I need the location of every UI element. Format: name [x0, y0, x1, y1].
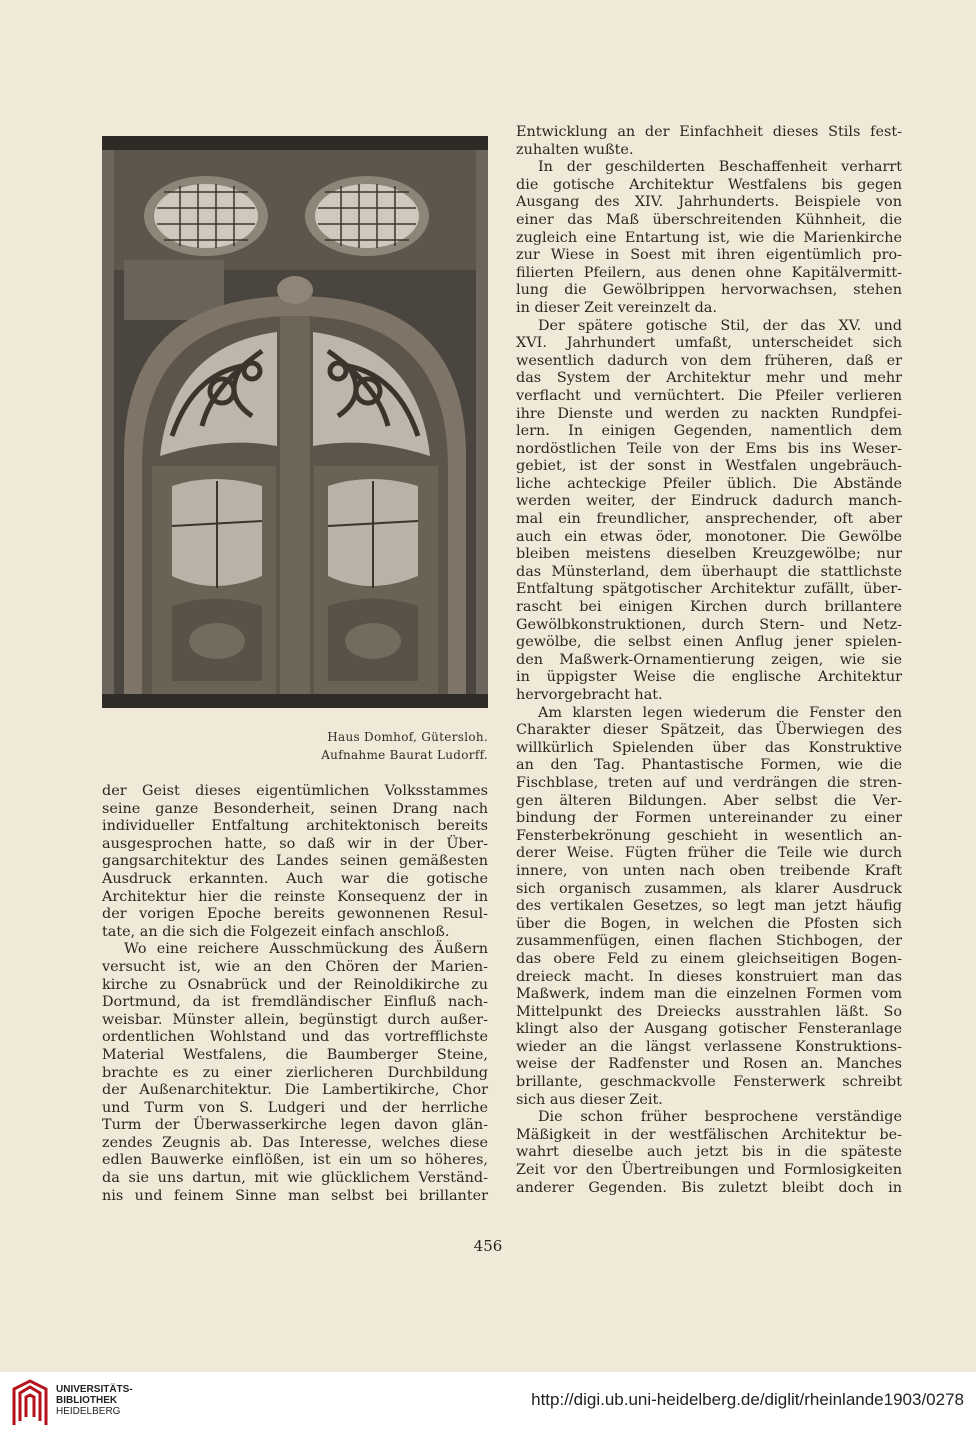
photo-caption-line1: Haus Domhof, Gütersloh. — [327, 730, 488, 744]
ornate-door-image — [102, 136, 488, 708]
text-line: gen älteren Bildungen. Aber selbst die Ver- — [516, 792, 902, 809]
text-line: derer Weise. Fügten früher die Teile wie durch — [516, 845, 902, 862]
text-line: gewölbe, die selbst einen Anflug jener spielen- — [516, 634, 902, 651]
left-text-column — [102, 783, 488, 1205]
text-line: Entwicklung an der Einfachheit dieses Stils fest- — [516, 124, 902, 140]
text-line: Ausgang des XIV. Jahrhunderts. Beispiele von — [516, 194, 902, 211]
text-line: lern. In einigen Gegenden, namentlich dem — [516, 423, 902, 440]
text-line: Charakter dieser Spätzeit, das Überwiegen des — [516, 722, 902, 739]
text-line: In der geschilderten Beschaffenheit verharrt — [538, 159, 902, 176]
text-line: Mittelpunkt des Dreiecks ausstrahlen läßt. So — [516, 1003, 902, 1020]
text-line: den Maßwerk-Ornamentierung zeigen, wie sie — [516, 651, 902, 668]
text-line: kirche zu Osnabrück und der Reinoldikirche zu — [102, 976, 488, 993]
text-line: zugleich eine Entartung ist, wie die Marienkirche — [516, 229, 902, 246]
text-line: ihre Dienste und werden zu nackten Rundpfei- — [516, 405, 902, 422]
text-line: filierten Pfeilern, aus denen ohne Kapitälvermitt- — [516, 264, 902, 281]
text-line: gebiet, ist der sonst in Westfalen ungebräuch- — [516, 458, 902, 475]
text-line: rascht bei einigen Kirchen durch brillantere — [516, 599, 902, 616]
text-line: edlen Bauwerke einflößen, ist ein um so höheres, — [102, 1152, 488, 1169]
text-line: Material Westfalens, die Baumberger Steine, — [102, 1046, 488, 1063]
text-line: das obere Feld zu einem gleichseitigen Bogen- — [516, 950, 902, 967]
text-line: das System der Architektur mehr und mehr — [516, 370, 902, 387]
text-line: nis und feinem Sinne man selbst bei brillanter — [102, 1187, 488, 1204]
text-line: innere, von unten nach oben treibende Kraft — [516, 862, 902, 879]
text-line: bleiben meistens dieselben Kreuzgewölbe; nur — [516, 546, 902, 563]
text-line: Maßwerk, indem man die einzelnen Formen vom — [516, 986, 902, 1003]
door-photograph — [102, 136, 488, 708]
text-line: über die Bogen, in welchen die Pfosten sich — [516, 915, 902, 932]
text-line: Der spätere gotische Stil, der das XV. und — [538, 317, 902, 334]
text-line: dreieck macht. In dieses konstruiert man das — [516, 968, 902, 985]
text-line: Gewölbkonstruktionen, durch Stern- und Netz- — [516, 616, 902, 633]
text-line: mal ein freundlicher, ansprechender, oft aber — [516, 511, 902, 528]
text-line: Ausdruck erkannten. Auch war die gotische — [102, 870, 488, 887]
text-line: nordöstlichen Teile von der Ems bis ins Weser- — [516, 440, 902, 457]
text-line: Turm der Überwasserkirche legen davon glän- — [102, 1117, 488, 1134]
text-line: verflacht und vernüchtert. Die Pfeiler verlieren — [516, 387, 902, 404]
text-line: Fischblase, treten auf und verdrängen die stren- — [516, 774, 902, 791]
text-line: hervorgebracht hat. — [516, 687, 663, 703]
text-line: Die schon früher besprochene verständige — [538, 1109, 902, 1126]
right-text-column — [516, 124, 902, 1197]
text-line: Zeit vor den Übertreibungen und Formlosigkeiten — [516, 1162, 902, 1179]
university-library-logo-icon — [10, 1377, 50, 1429]
text-line: und Turm von S. Ludgeri und der herrliche — [102, 1099, 488, 1116]
text-line: Wo eine reichere Ausschmückung des Äußern — [124, 941, 488, 958]
text-line: seine ganze Besonderheit, seinen Drang nach — [102, 800, 488, 817]
text-line: werden weiter, der Eindruck dadurch manch- — [516, 493, 902, 510]
text-line: das Münsterland, dem überhaupt die stattlichste — [516, 563, 902, 580]
text-line: des vertikalen Gesetzes, so legt man jetzt häufig — [516, 898, 902, 915]
text-line: wieder an die längst verlassene Konstruktions- — [516, 1038, 902, 1055]
text-line: liche achteckige Pfeiler üblich. Die Abstände — [516, 475, 902, 492]
text-line: zusammenfügen, einen flachen Stichbogen, der — [516, 933, 902, 950]
photo-caption-line2: Aufnahme Baurat Ludorff. — [321, 748, 488, 762]
text-line: versucht ist, wie an den Chören der Marien- — [102, 958, 488, 975]
library-logo-text — [56, 1384, 133, 1417]
text-line: sich aus dieser Zeit. — [516, 1091, 663, 1108]
text-line: in dieser Zeit vereinzelt da. — [516, 299, 717, 316]
text-line: zuhalten wußte. — [516, 141, 634, 158]
text-line: klingt also der Ausgang gotischer Fensteranlage — [516, 1021, 902, 1038]
text-line: sich organisch zusammen, als klarer Ausdruck — [516, 880, 902, 897]
text-line: individueller Entfaltung architektonisch bereits — [102, 818, 488, 835]
text-line: wahrt dieselbe auch jetzt bis in die späteste — [516, 1144, 902, 1161]
text-line: wesentlich dadurch von dem früheren, daß er — [516, 352, 902, 369]
text-line: an den Tag. Phantastische Formen, wie die — [516, 757, 902, 774]
text-line: weisbar. Münster allein, begünstigt durch außer- — [102, 1011, 488, 1028]
text-line: gangsarchitektur des Landes seinen gemäßesten — [102, 853, 488, 870]
text-line: ordentlichen Wohlstand und das vortrefflichste — [102, 1029, 488, 1046]
text-line: einer das Maß überschreitenden Kühnheit, die — [516, 211, 902, 228]
text-line: willkürlich Spielenden über das Konstruktive — [516, 739, 902, 756]
text-line: der Außenarchitektur. Die Lambertikirche, Chor — [102, 1082, 488, 1099]
text-line: Fensterbekrönung geschieht in wesentlich an- — [516, 827, 902, 844]
text-line: weise der Radfenster und Rosen an. Manches — [516, 1056, 902, 1073]
text-line: die gotische Architektur Westfalens bis gegen — [516, 176, 902, 193]
text-line: auch ein etwas öder, monotoner. Die Gewölbe — [516, 528, 902, 545]
text-line: Am klarsten legen wiederum die Fenster den — [538, 704, 902, 721]
text-line: brachte es zu einer zierlicheren Durchbildung — [102, 1064, 488, 1081]
text-line: Architektur hier die reinste Konsequenz der in — [102, 888, 488, 905]
text-line: XVI. Jahrhundert umfaßt, unterscheidet sich — [516, 335, 902, 352]
text-line: brillante, geschmackvolle Fensterwerk schreibt — [516, 1074, 902, 1091]
text-line: da sie uns dartun, mit wie glücklichem Verständ- — [102, 1170, 488, 1187]
text-line: Entfaltung spätgotischer Architektur zufällt, über- — [516, 581, 902, 598]
logo-line-2: BIBLIOTHEK — [56, 1395, 118, 1406]
text-line: zendes Zeugnis ab. Das Interesse, welches diese — [102, 1134, 488, 1151]
text-line: Dortmund, da ist fremdländischer Einfluß nach- — [102, 994, 488, 1011]
text-line: tate, an die sich die Folgezeit einfach anschloß. — [102, 923, 450, 940]
text-line: ausgesprochen hatte, so daß wir in der Über- — [102, 835, 488, 852]
text-line: der vorigen Epoche bereits gewonnenen Resul- — [102, 906, 488, 923]
logo-line-3: HEIDELBERG — [56, 1406, 121, 1417]
text-line: lung die Gewölbrippen hervorwachsen, stehen — [516, 282, 902, 299]
text-line: der Geist dieses eigentümlichen Volksstammes — [102, 783, 488, 799]
logo-line-1: UNIVERSITÄTS- — [56, 1384, 133, 1395]
document-url-link[interactable]: http://digi.ub.uni-heidelberg.de/diglit/rheinlande1903/0278 — [531, 1390, 964, 1409]
text-line: Mäßigkeit in der westfälischen Architektur be- — [516, 1126, 902, 1143]
text-line: anderer Gegenden. Bis zuletzt bleibt doch in — [516, 1179, 902, 1196]
text-line: bindung der Formen untereinander zu einer — [516, 810, 902, 827]
text-line: in üppigster Weise die englische Architektur — [516, 669, 902, 686]
page-number: 456 — [473, 1237, 503, 1255]
text-line: zur Wiese in Soest mit ihren eigentümlich pro- — [516, 247, 902, 264]
